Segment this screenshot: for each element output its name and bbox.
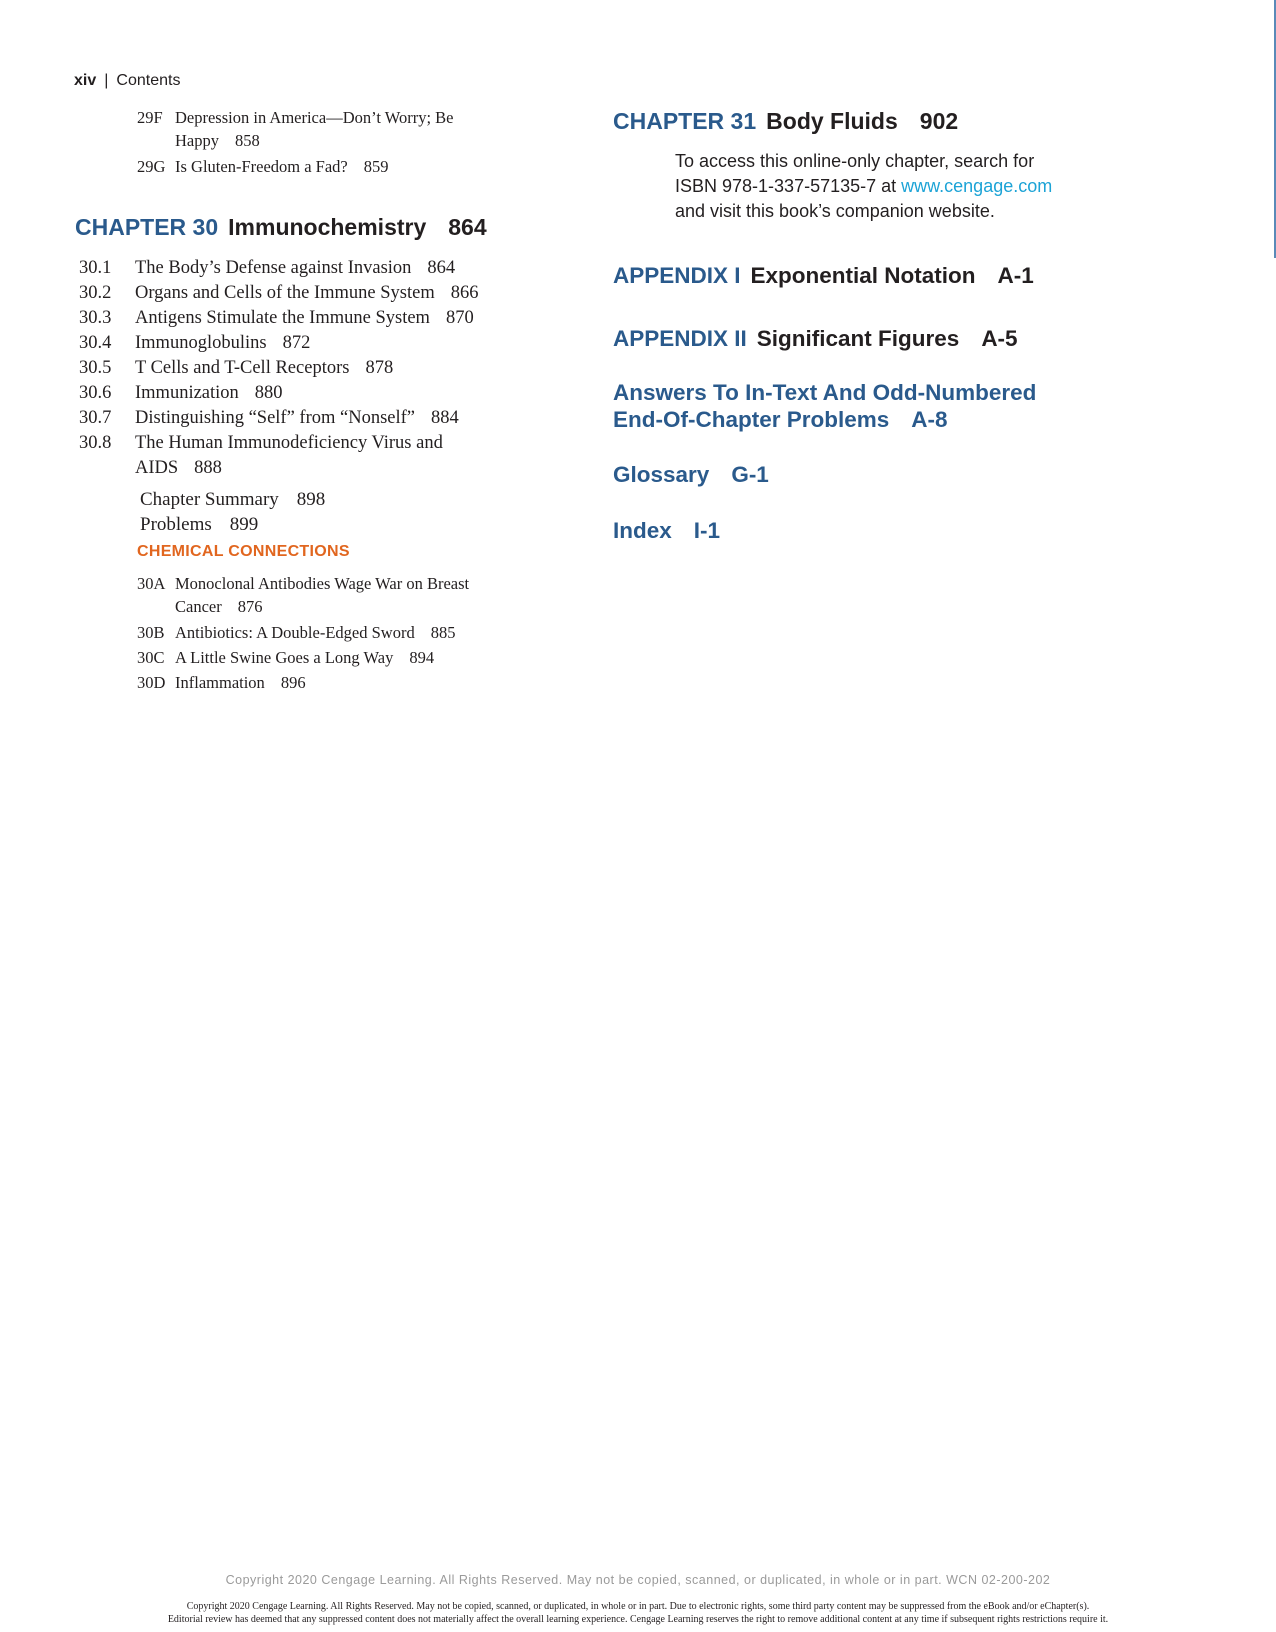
connection-page: 858	[235, 131, 260, 150]
chapter-page: 902	[919, 108, 959, 134]
chapter-page: 864	[448, 214, 487, 240]
chapter-summary[interactable]	[140, 487, 325, 512]
section-page: 872	[282, 333, 311, 353]
chemical-connections-heading: CHEMICAL CONNECTIONS	[137, 543, 350, 560]
connection-page: 896	[280, 673, 306, 692]
section-title: The Human Immunodeficiency Virus and	[135, 433, 443, 453]
answers-title: Answers To In-Text And Odd-Numbered	[613, 380, 1037, 405]
connection-title: Antibiotics: A Double-Edged Sword	[175, 623, 415, 642]
glossary-heading[interactable]	[613, 461, 769, 488]
section-title: Organs and Cells of the Immune System	[135, 283, 435, 303]
summary-page: 898	[296, 489, 326, 510]
connection-item-29g[interactable]	[137, 155, 389, 178]
connection-title: Is Gluten-Freedom a Fad?	[175, 157, 348, 176]
index-page: I-1	[693, 518, 721, 543]
glossary-label: Glossary	[613, 462, 710, 487]
section-page: 870	[445, 308, 474, 328]
note-line: ISBN 978-1-337-57135-7 at	[675, 176, 902, 196]
answers-title-cont: End-Of-Chapter Problems	[613, 407, 890, 432]
section-number: 30.1	[79, 258, 112, 278]
appendix-page: A-5	[981, 326, 1018, 351]
online-chapter-note	[675, 149, 1052, 224]
note-line: and visit this book’s companion website.	[675, 201, 995, 221]
problems-page: 899	[229, 514, 259, 535]
header-separator: |	[104, 72, 109, 89]
appendix-label: APPENDIX II	[613, 326, 747, 351]
connection-item-29f[interactable]	[137, 106, 454, 152]
connection-item-30a[interactable]	[137, 572, 469, 618]
section-title: Distinguishing “Self” from “Nonself”	[135, 408, 416, 428]
connection-title: A Little Swine Goes a Long Way	[175, 648, 394, 667]
note-line: To access this online-only chapter, search for	[675, 151, 1035, 171]
connection-code: 30B	[137, 623, 165, 642]
appendix-label: APPENDIX I	[613, 263, 741, 288]
connection-page: 876	[237, 597, 263, 616]
connection-page: 859	[363, 157, 389, 176]
copyright-line: Editorial review has deemed that any suppressed content does not materially affect the overall learning experience. Cengage Learning reserves the right to remove additional content at any time if subsequent rights restrictions require it.	[167, 1614, 1109, 1625]
index-label: Index	[613, 518, 672, 543]
connection-code: 29F	[137, 108, 163, 127]
section-page: 888	[194, 458, 222, 478]
section-number: 30.2	[79, 283, 112, 303]
connection-code: 30D	[137, 673, 166, 692]
section-page: 864	[427, 258, 456, 278]
section-number: 30.4	[79, 333, 112, 353]
section-title-cont: AIDS	[135, 458, 179, 478]
section-number: 30.5	[79, 358, 112, 378]
connection-title: Monoclonal Antibodies Wage War on Breast	[175, 574, 470, 593]
section-number: 30.7	[79, 408, 112, 428]
cengage-link[interactable]: www.cengage.com	[901, 176, 1053, 196]
appendix-title: Significant Figures	[756, 326, 960, 351]
chapter-title: Body Fluids	[766, 108, 898, 134]
page-number: xiv	[74, 72, 97, 89]
section-page: 880	[254, 383, 283, 403]
section-number: 30.8	[79, 433, 112, 453]
section-page: 866	[450, 283, 479, 303]
answers-page: A-8	[911, 407, 948, 432]
connection-title: Inflammation	[175, 673, 265, 692]
section-page: 884	[431, 408, 459, 428]
connection-title-cont: Cancer	[175, 597, 222, 616]
connection-code: 29G	[137, 157, 166, 176]
section-number: 30.6	[79, 383, 112, 403]
connection-title-cont: Happy	[175, 131, 219, 150]
section-title: Antigens Stimulate the Immune System	[135, 308, 430, 328]
section-title: Immunization	[135, 383, 239, 403]
copyright-line: Copyright 2020 Cengage Learning. All Rights Reserved. May not be copied, scanned, or duplicated, in whole or in part. Due to electronic rights, some third party content may be suppressed from the eBook and/or eChapter(s).	[186, 1601, 1090, 1612]
copyright-watermark: Copyright 2020 Cengage Learning. All Rights Reserved. May not be copied, scanned, or duplicated, in whole or in part. WCN 02-200-202	[225, 1573, 1051, 1587]
appendix-title: Exponential Notation	[750, 263, 976, 288]
connection-code: 30A	[137, 574, 166, 593]
appendix-2-heading[interactable]	[613, 325, 1018, 352]
connection-item-30c[interactable]	[137, 646, 434, 669]
chapter-31-heading[interactable]	[613, 108, 958, 135]
chapter-label: CHAPTER 30	[75, 214, 219, 240]
connection-title: Depression in America—Don’t Worry; Be	[175, 108, 454, 127]
chapter-30-heading[interactable]	[75, 214, 487, 241]
appendix-page: A-1	[997, 263, 1034, 288]
section-title: T Cells and T-Cell Receptors	[135, 358, 350, 378]
section-number: 30.3	[79, 308, 112, 328]
section-title: The Body’s Defense against Invasion	[135, 258, 412, 278]
connection-item-30b[interactable]	[137, 621, 455, 644]
problems-label: Problems	[140, 514, 212, 535]
appendix-1-heading[interactable]	[613, 262, 1034, 289]
chapter-problems[interactable]	[140, 512, 258, 537]
summary-label: Chapter Summary	[140, 489, 279, 510]
connection-page: 885	[430, 623, 456, 642]
index-heading[interactable]	[613, 517, 720, 544]
connection-item-30d[interactable]	[137, 671, 306, 694]
connection-page: 894	[409, 648, 435, 667]
connection-code: 30C	[137, 648, 165, 667]
glossary-page: G-1	[731, 462, 769, 487]
section-page: 878	[365, 358, 394, 378]
chapter-title: Immunochemistry	[228, 214, 427, 240]
section-title: Immunoglobulins	[135, 333, 267, 353]
chapter-label: CHAPTER 31	[613, 108, 757, 134]
copyright-notice	[0, 1600, 1276, 1626]
answers-heading[interactable]	[613, 379, 1036, 433]
running-header	[74, 72, 180, 90]
header-section: Contents	[116, 72, 181, 89]
